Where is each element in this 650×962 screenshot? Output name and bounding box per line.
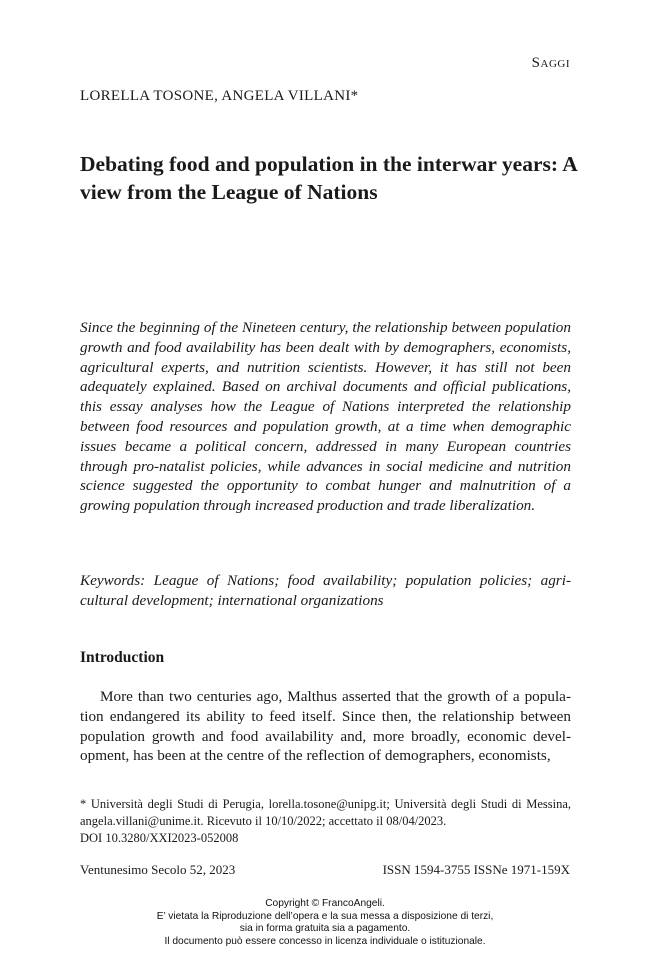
copyright-line: sia in forma gratuita sia a pagamento. xyxy=(239,923,411,935)
copyright-notice xyxy=(0,898,650,948)
article-keywords: Keywords: League of Nations; food availability; population policies; agricultural development; international organizations xyxy=(80,572,571,609)
footer-journal: Ventunesimo Secolo 52, 2023 xyxy=(80,862,236,877)
section-label: Saggi xyxy=(531,55,570,71)
copyright-line: E’ vietata la Riproduzione dell’opera e la sua messa a disposizione di terzi, xyxy=(156,910,494,922)
footnote xyxy=(80,796,571,846)
copyright-line: Il documento può essere concesso in licenza individuale o istituzionale. xyxy=(164,935,486,947)
article-authors: LORELLA TOSONE, ANGELA VILLANI* xyxy=(80,88,359,104)
footer-issn: ISSN 1594-3755 ISSNe 1971-159X xyxy=(382,862,570,877)
footnote-affiliations: * Università degli Studi di Perugia, lorella.tosone@unipg.it; Università degli Studi di Messina, angela.villani@unime.it. Ricevuto il 10/10/2022; accettato il 08/04/2023. xyxy=(80,797,571,828)
article-abstract: Since the beginning of the Nineteen century, the relationship between population growth and food availability has been dealt with by demographers, economists, agricultural experts, and nutrition scientists. However, it has still not been adequately explained. Based on archival documents and official publications, this essay analyses how the League of Nations interpreted the relationship between food resources and population growth, at a time when demographic issues became a political concern, addressed in many European countries through pro-natalist policies, while advances in social medicine and nutrition science suggested the opportunity to combat hunger and malnutrition of a growing population through increased production and trade liberalization. xyxy=(80,319,571,515)
article-title: Debating food and population in the interwar years: A view from the League of Nations xyxy=(80,152,577,204)
body-paragraph: More than two centuries ago, Malthus asserted that the growth of a population endangered its ability to feed itself. Since then, the relationship between population growth and food availability and, more broadly, economic development, has been at the centre of the reflection of demographers, economists, xyxy=(80,688,571,765)
copyright-line: Copyright © FrancoAngeli. xyxy=(265,898,385,909)
footnote-doi: DOI 10.3280/XXI2023-052008 xyxy=(80,830,239,845)
section-heading-introduction: Introduction xyxy=(80,649,165,666)
